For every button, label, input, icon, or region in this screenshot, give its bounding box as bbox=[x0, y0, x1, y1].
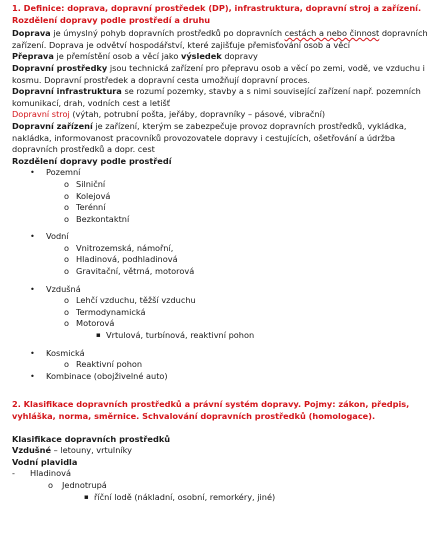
definition-prostredky bbox=[12, 63, 432, 86]
vzdusne-text: – letouny, vrtulníky bbox=[51, 445, 132, 456]
section2-title: 2. Klasifikace dopravních prostředků a právní systém dopravy. Pojmy: zákon, předpis, vyhláška, norma, směrnice. Schvalování dopravních prostředků (homologace). bbox=[12, 399, 410, 421]
section1-title: 1. Definice: doprava, dopravní prostředek (DP), infrastruktura, dopravní stroj a zařízení. Rozdělení dopravy podle prostředí a druhu bbox=[12, 3, 422, 25]
hladinova-item: - Hladinová bbox=[12, 468, 432, 480]
motorova-label: Motorová bbox=[76, 318, 115, 329]
list-item: o Terénní bbox=[12, 202, 432, 214]
prostredky-text: jsou technická zařízení pro přepravu osob a věcí po zemi, vodě, ve vzduchu i kosmu. Dopravní prostředek a dopravní cesta umožňují dopravní proces. bbox=[12, 62, 425, 85]
list-item bbox=[12, 231, 432, 283]
kosmicka-label: Kosmická bbox=[46, 347, 85, 358]
pozemni-sublist bbox=[12, 179, 432, 225]
klasifikace-heading: Klasifikace dopravních prostředků bbox=[12, 433, 171, 444]
vzdusna-label: Vzdušná bbox=[46, 283, 81, 294]
term-prostredky: Dopravní prostředky bbox=[12, 62, 108, 73]
term-doprava: Doprava bbox=[12, 28, 51, 39]
vodni-plavidla-heading: Vodní plavidla bbox=[12, 456, 78, 467]
doprava-spellcheck-text: cestách a nebo činnost bbox=[284, 28, 380, 39]
vzdusna-sublist bbox=[12, 295, 432, 341]
list-item: o Hladinová, podhladinová bbox=[12, 254, 432, 266]
list-item bbox=[12, 348, 432, 371]
vodni-sublist bbox=[12, 243, 432, 278]
definition-stroj bbox=[12, 109, 432, 121]
list-item: o Bezkontaktní bbox=[12, 214, 432, 226]
list-item bbox=[12, 167, 432, 231]
definition-doprava bbox=[12, 28, 432, 51]
list-item: o Vnitrozemská, námořní, bbox=[12, 243, 432, 255]
list-item: o Gravitační, větrná, motorová bbox=[12, 266, 432, 278]
list-item: o Termodynamická bbox=[12, 307, 432, 319]
kosmicka-sublist bbox=[12, 359, 432, 371]
list-item bbox=[12, 284, 432, 348]
pozemni-label: Pozemní bbox=[46, 167, 81, 178]
environment-list bbox=[12, 167, 432, 382]
list-item: ▪ Vrtulová, turbínová, reaktivní pohon bbox=[12, 330, 432, 342]
list-item: • Kombinace (obojživelné auto) bbox=[12, 371, 432, 383]
definition-preprava bbox=[12, 51, 432, 63]
doprava-text-a: je úmyslný pohyb dopravních prostředků po dopravních bbox=[50, 28, 285, 39]
zarizeni-text: je zařízení, kterým se zabezpečuje provoz dopravních prostředků, vykládka, nakládka, informovanost pracovníků provozovatele dopravy i cestujících, ošetřování a údržba dopravních prostředků a dopr. cest bbox=[12, 120, 407, 155]
infrastruktura-text: se rozumí pozemky, stavby a s nimi související zařízení např. pozemních komunikací, drah, vodních cest a letišť bbox=[12, 86, 421, 108]
vodni-label: Vodní bbox=[46, 231, 69, 242]
jednotrupa-item: o Jednotrupá bbox=[12, 480, 432, 492]
preprava-text-end: dopravy bbox=[221, 51, 258, 62]
term-stroj: Dopravní stroj bbox=[12, 109, 70, 120]
list-item: o Kolejová bbox=[12, 191, 432, 203]
preprava-text: je přemístění osob a věcí jako bbox=[53, 51, 181, 62]
definition-zarizeni bbox=[12, 121, 432, 156]
list-item: o Lehčí vzduchu, těžší vzduchu bbox=[12, 295, 432, 307]
motorova-sublist bbox=[12, 330, 432, 342]
ricni-lode-item: ▪ říční lodě (nákladní, osobní, remorkéry, jiné) bbox=[12, 492, 432, 504]
term-zarizeni: Dopravní zařízení bbox=[12, 120, 93, 131]
term-vysledek: výsledek bbox=[180, 51, 222, 62]
list-item: o Silniční bbox=[12, 179, 432, 191]
definition-infrastruktura bbox=[12, 86, 432, 109]
list-item bbox=[12, 318, 432, 341]
doprava-text-b: dopravních zařízení. Doprava je odvětví hospodářství, které zajišťuje přemisťování osob a věcí bbox=[12, 28, 428, 50]
stroj-text: (výtah, potrubní pošta, jeřáby, dopravníky – pásové, vibrační) bbox=[69, 109, 326, 120]
list-item: o Reaktivní pohon bbox=[12, 359, 432, 371]
term-preprava: Přeprava bbox=[12, 51, 54, 62]
term-vzdusne: Vzdušné bbox=[12, 445, 52, 456]
rozdeleni-heading: Rozdělení dopravy podle prostředí bbox=[12, 155, 172, 166]
term-infrastruktura: Dopravní infrastruktura bbox=[12, 86, 122, 97]
vzdusne-line bbox=[12, 445, 432, 457]
